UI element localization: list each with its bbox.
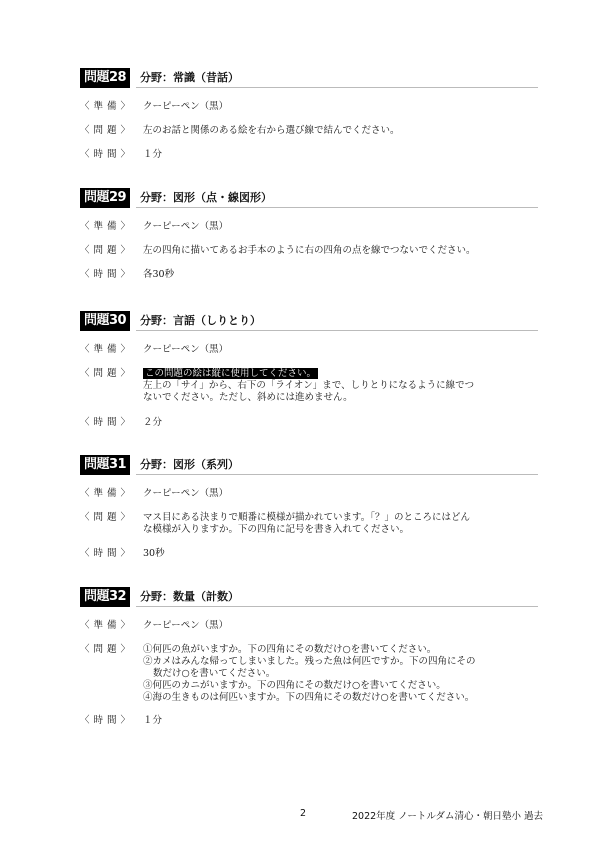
prep-value: クーピーペン（黒）	[143, 488, 229, 499]
question-text	[143, 512, 538, 536]
problem-31	[80, 455, 538, 559]
question-line: 左のお話と関係のある絵を右から選び線で結んでください。	[143, 125, 400, 136]
time-label: 〈 時 間 〉	[80, 715, 131, 726]
problem-29	[80, 188, 538, 280]
question-line: 左上の「サイ」から、右下の「ライオン」まで、しりとりになるように線でつ	[143, 380, 475, 391]
question-item-2-cont: 数だけ○を書いてください。	[153, 668, 276, 679]
time-value: 各30秒	[143, 269, 175, 280]
field-title: 分野：図形（点・線図形）	[140, 191, 272, 204]
page-number: 2	[300, 808, 307, 819]
problem-header	[80, 455, 538, 475]
question-line: ないでください。ただし、斜めには進めません。	[143, 392, 353, 403]
usage-note-highlight: この問題の絵は縦に使用してください。	[145, 368, 317, 379]
time-label: 〈 時 間 〉	[80, 269, 131, 280]
question-text	[143, 368, 538, 404]
time-value: １分	[143, 149, 163, 160]
header-rule	[136, 330, 538, 331]
problem-number-badge: 問題29	[80, 188, 130, 208]
footer-title: 2022年度 ノートルダム清心・朝日塾小 過去	[352, 811, 544, 822]
question-text	[143, 125, 538, 137]
question-text	[143, 245, 538, 257]
field-title: 分野：言語（しりとり）	[140, 314, 261, 327]
problem-number-badge: 問題31	[80, 455, 130, 475]
field-title: 分野：数量（計数）	[140, 590, 239, 603]
question-item-1: ①何匹の魚がいますか。下の四角にその数だけ○を書いてください。	[143, 644, 437, 655]
field-title: 分野：図形（系列）	[140, 458, 239, 471]
prep-value: クーピーペン（黒）	[143, 344, 229, 355]
question-item-4: ④海の生きものは何匹いますか。下の四角にその数だけ○を書いてください。	[143, 692, 475, 703]
problem-30	[80, 311, 538, 428]
question-label: 〈 問 題 〉	[80, 368, 131, 379]
time-label: 〈 時 間 〉	[80, 149, 131, 160]
prep-value: クーピーペン（黒）	[143, 101, 229, 112]
time-label: 〈 時 間 〉	[80, 417, 131, 428]
prep-label: 〈 準 備 〉	[80, 488, 131, 499]
problem-header	[80, 188, 538, 208]
question-item-2: ②カメはみんな帰ってしまいました。残った魚は何匹ですか。下の四角にその	[143, 656, 476, 667]
question-label: 〈 問 題 〉	[80, 512, 131, 523]
problem-number-badge: 問題30	[80, 311, 130, 331]
time-label: 〈 時 間 〉	[80, 548, 131, 559]
question-line: な模様が入りますか。下の四角に記号を書き入れてください。	[143, 524, 410, 535]
header-rule	[136, 207, 538, 208]
question-line: マス目にある決まりで順番に模様が描かれています。「？」のところにはどん	[143, 512, 470, 523]
problem-header	[80, 311, 538, 331]
time-value: 30秒	[143, 548, 165, 559]
question-text	[143, 644, 538, 704]
prep-label: 〈 準 備 〉	[80, 221, 131, 232]
prep-label: 〈 準 備 〉	[80, 101, 131, 112]
field-title: 分野：常識（昔話）	[140, 71, 239, 84]
header-rule	[136, 474, 538, 475]
question-label: 〈 問 題 〉	[80, 644, 131, 655]
time-value: ２分	[143, 417, 163, 428]
prep-label: 〈 準 備 〉	[80, 344, 131, 355]
question-label: 〈 問 題 〉	[80, 245, 131, 256]
question-item-3: ③何匹のカニがいますか。下の四角にその数だけ○を書いてください。	[143, 680, 446, 691]
problem-header	[80, 587, 538, 607]
problem-header	[80, 68, 538, 88]
problem-number-badge: 問題32	[80, 587, 130, 607]
header-rule	[136, 87, 538, 88]
question-label: 〈 問 題 〉	[80, 125, 131, 136]
header-rule	[136, 606, 538, 607]
prep-label: 〈 準 備 〉	[80, 620, 131, 631]
problem-32	[80, 587, 538, 726]
prep-value: クーピーペン（黒）	[143, 620, 229, 631]
problem-28	[80, 68, 538, 160]
question-line: 左の四角に描いてあるお手本のように右の四角の点を線でつないでください。	[143, 245, 476, 256]
problem-number-badge: 問題28	[80, 68, 130, 88]
time-value: １分	[143, 715, 163, 726]
prep-value: クーピーペン（黒）	[143, 221, 229, 232]
